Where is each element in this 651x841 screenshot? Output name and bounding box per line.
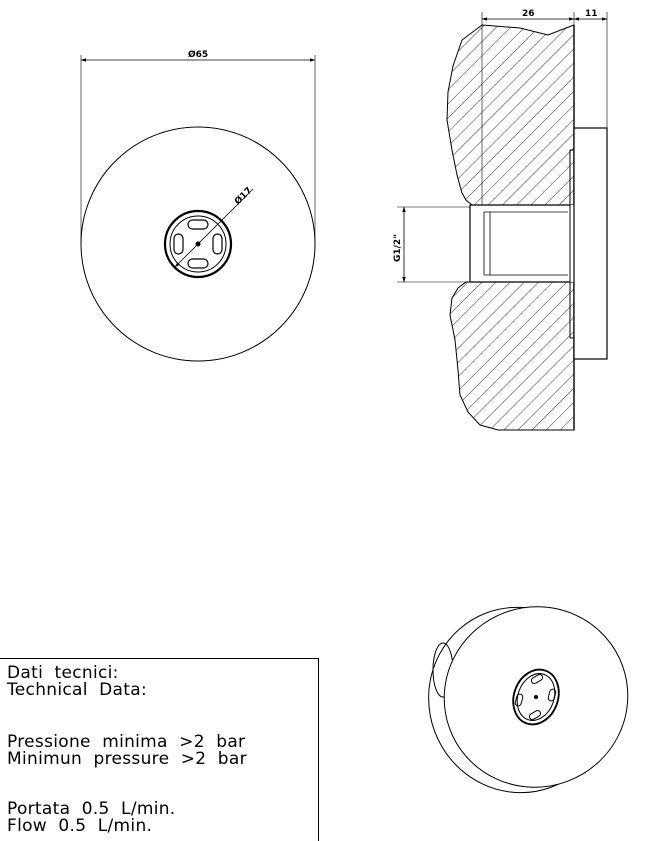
pressure-english: Minimun pressure >2 bar [7,749,247,769]
cap-plate [574,128,607,359]
isometric-view [403,581,651,818]
technical-data-box [0,658,319,841]
bore [472,205,574,282]
dim-label-thread: G1/2" [393,234,403,262]
flow-english: Flow 0.5 L/min. [7,816,153,836]
slot-right [213,234,222,254]
iso-center-hole [535,696,538,699]
heading-english: Technical Data: [7,680,147,700]
pressure-italian: Pressione minima >2 bar [7,732,246,752]
dim-label-26: 26 [522,9,535,19]
front-view [81,55,315,361]
dim-label-17: Ø17 [233,185,255,208]
slot-top [188,220,208,229]
section-view [397,12,607,430]
flow-italian: Portata 0.5 L/min. [7,799,176,819]
wall-hatch-top [447,25,574,205]
wall-hatch-bottom [450,282,574,430]
slot-bottom [188,259,208,268]
heading-italian: Dati tecnici: [7,663,119,683]
dim-label-11: 11 [585,9,598,19]
slot-left [174,234,183,254]
dim-label-65: Ø65 [188,50,209,60]
